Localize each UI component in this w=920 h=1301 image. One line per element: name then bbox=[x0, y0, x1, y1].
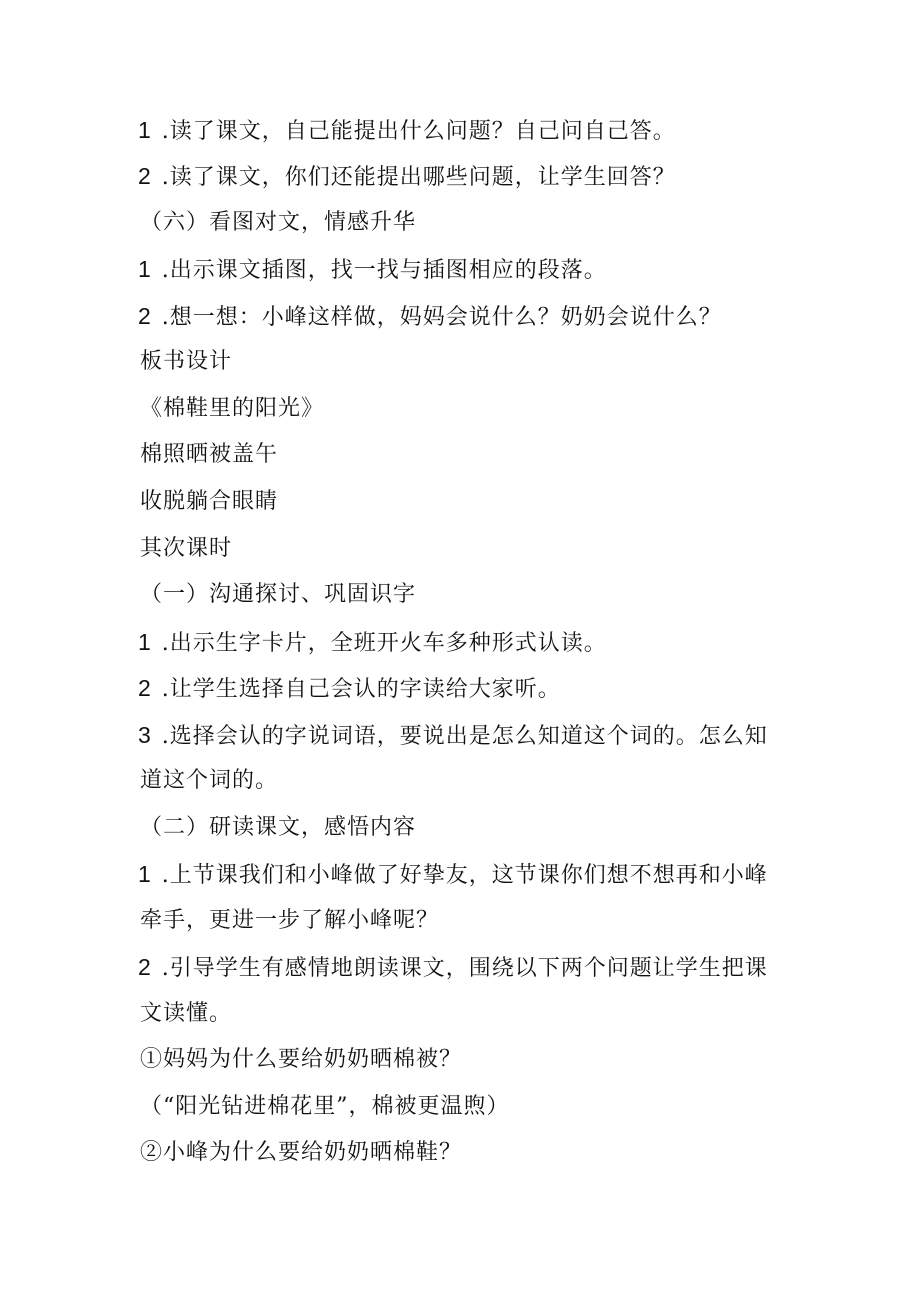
line-text: 板书设计 bbox=[140, 349, 233, 374]
line-text: .选择会认的字说词语，要说出是怎么知道这个词的。怎么知 bbox=[153, 724, 768, 749]
section-heading bbox=[138, 811, 788, 845]
line-text: .出示课文插图，找一找与插图相应的段落。 bbox=[153, 258, 607, 283]
line-text: 棉照晒被盖午 bbox=[140, 442, 279, 467]
item-number: 2 bbox=[138, 954, 152, 980]
section-heading bbox=[138, 532, 788, 566]
line-text: 其次课时 bbox=[140, 536, 233, 561]
text-line bbox=[138, 857, 788, 891]
line-text: 牵手，更进一步了解小峰呢？ bbox=[140, 908, 440, 933]
line-text: ②小峰为什么要给奶奶晒棉鞋？ bbox=[140, 1140, 463, 1165]
text-line bbox=[138, 1043, 788, 1077]
section-heading bbox=[138, 578, 788, 612]
text-line bbox=[138, 764, 788, 798]
item-number: 2 bbox=[138, 303, 152, 329]
text-line bbox=[138, 625, 788, 659]
item-number: 1 bbox=[138, 861, 152, 887]
item-number: 1 bbox=[138, 256, 152, 282]
text-line bbox=[138, 950, 788, 984]
line-text: .让学生选择自己会认的字读给大家听。 bbox=[153, 677, 561, 702]
line-text: .上节课我们和小峰做了好挚友，这节课你们想不想再和小峰 bbox=[153, 863, 768, 888]
line-text: ①妈妈为什么要给奶奶晒棉被？ bbox=[140, 1047, 463, 1072]
text-line bbox=[138, 1090, 788, 1124]
line-text: （六）看图对文，情感升华 bbox=[140, 210, 417, 235]
line-text: .读了课文，你们还能提出哪些问题，让学生回答？ bbox=[153, 165, 676, 190]
section-heading bbox=[138, 206, 788, 240]
text-line bbox=[138, 438, 788, 472]
line-text: 道这个词的。 bbox=[140, 768, 279, 793]
line-text: 收脱躺合眼睛 bbox=[140, 489, 279, 514]
text-line bbox=[138, 1136, 788, 1170]
lesson-title bbox=[138, 392, 788, 426]
line-text: （一）沟通探讨、巩固识字 bbox=[140, 582, 417, 607]
text-line bbox=[138, 252, 788, 286]
line-text: .引导学生有感情地朗读课文，围绕以下两个问题让学生把课 bbox=[153, 956, 768, 981]
text-line bbox=[138, 113, 788, 147]
line-text: .出示生字卡片，全班开火车多种形式认读。 bbox=[153, 631, 607, 656]
section-heading bbox=[138, 345, 788, 379]
text-line bbox=[138, 159, 788, 193]
text-line bbox=[138, 997, 788, 1031]
line-text: .读了课文，自己能提出什么问题？自己问自己答。 bbox=[153, 119, 676, 144]
item-number: 3 bbox=[138, 722, 152, 748]
line-text: 文读懂。 bbox=[140, 1001, 233, 1026]
text-line bbox=[138, 671, 788, 705]
line-text: （“阳光钻进棉花里”，棉被更温煦） bbox=[140, 1094, 510, 1119]
text-line bbox=[138, 904, 788, 938]
item-number: 2 bbox=[138, 675, 152, 701]
item-number: 1 bbox=[138, 629, 152, 655]
text-line bbox=[138, 718, 788, 752]
item-number: 1 bbox=[138, 117, 152, 143]
text-line bbox=[138, 299, 788, 333]
text-line bbox=[138, 485, 788, 519]
line-text: 《棉鞋里的阳光》 bbox=[140, 396, 325, 421]
line-text: （二）研读课文，感悟内容 bbox=[140, 815, 417, 840]
item-number: 2 bbox=[138, 163, 152, 189]
line-text: .想一想：小峰这样做，妈妈会说什么？奶奶会说什么？ bbox=[153, 305, 722, 330]
